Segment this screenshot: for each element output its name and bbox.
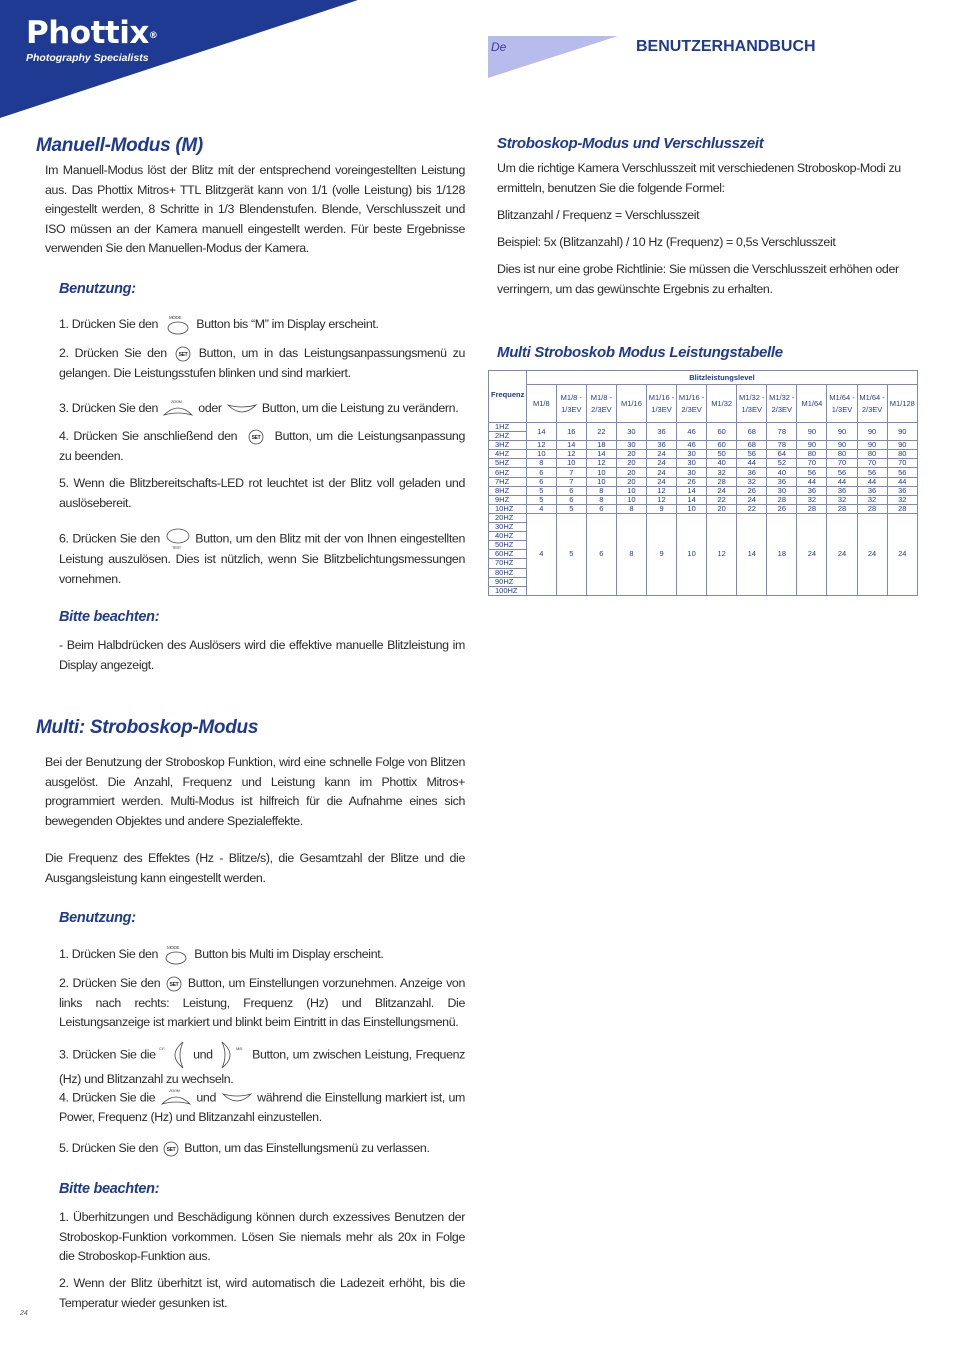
table-value-cell: 8 xyxy=(616,513,646,595)
table-frequency-cell: 80HZ xyxy=(489,568,527,577)
table-row xyxy=(489,495,918,504)
manual-step-3 xyxy=(59,396,469,420)
table-value-cell: 28 xyxy=(797,504,827,513)
table-value-cell: 24 xyxy=(707,486,737,495)
table-value-cell: 16 xyxy=(556,423,586,441)
table-value-cell: 12 xyxy=(646,495,676,504)
manual-step-1-text-b: Button bis “M” im Display erscheint. xyxy=(196,317,379,331)
table-frequency-cell: 10HZ xyxy=(489,504,527,513)
table-row xyxy=(489,459,918,468)
table-value-cell: 28 xyxy=(857,504,887,513)
multi-usage-title: Benutzung: xyxy=(59,910,136,926)
table-value-cell: 90 xyxy=(857,423,887,441)
table-value-cell: 32 xyxy=(857,495,887,504)
table-frequency-cell: 90HZ xyxy=(489,577,527,586)
table-value-cell: 50 xyxy=(707,450,737,459)
page-number: 24 xyxy=(20,1310,28,1317)
table-value-cell: 5 xyxy=(556,513,586,595)
multi-step-3 xyxy=(59,1040,465,1090)
table-value-cell: 4 xyxy=(526,504,556,513)
table-value-cell: 12 xyxy=(556,450,586,459)
table-value-cell: 28 xyxy=(827,504,857,513)
table-value-cell: 30 xyxy=(767,486,797,495)
table-frequency-cell: 8HZ xyxy=(489,486,527,495)
table-column-header: M1/32 xyxy=(707,385,737,423)
multi-step-3-text-b: und xyxy=(193,1047,213,1062)
table-value-cell: 80 xyxy=(857,450,887,459)
set-button-icon xyxy=(164,976,184,992)
table-value-cell: 20 xyxy=(707,504,737,513)
table-value-cell: 70 xyxy=(827,459,857,468)
table-value-cell: 5 xyxy=(526,486,556,495)
table-power-level-header: Blitzleistungslevel xyxy=(526,371,917,385)
table-value-cell: 10 xyxy=(677,513,707,595)
table-value-cell: 28 xyxy=(707,477,737,486)
table-row xyxy=(489,423,918,432)
table-value-cell: 8 xyxy=(526,459,556,468)
table-value-cell: 90 xyxy=(797,423,827,441)
table-value-cell: 9 xyxy=(646,504,676,513)
table-column-header: M1/8 xyxy=(526,385,556,423)
manual-step-2 xyxy=(59,344,465,383)
table-frequency-cell: 7HZ xyxy=(489,477,527,486)
master-slave-button-label: M/S xyxy=(236,1046,243,1051)
table-value-cell: 8 xyxy=(586,486,616,495)
table-header-row xyxy=(489,371,918,385)
table-frequency-cell: 4HZ xyxy=(489,450,527,459)
table-value-cell: 44 xyxy=(797,477,827,486)
mode-button-label: MODE xyxy=(167,944,180,950)
table-value-cell: 24 xyxy=(646,468,676,477)
table-value-cell: 32 xyxy=(707,468,737,477)
zoom-down-button-icon xyxy=(220,1088,254,1108)
document-title: BENUTZERHANDBUCH xyxy=(636,38,816,55)
table-value-cell: 10 xyxy=(677,504,707,513)
table-value-cell: 44 xyxy=(887,477,917,486)
table-value-cell: 56 xyxy=(737,450,767,459)
strobe-shutter-title: Stroboskop-Modus und Verschlusszeit xyxy=(497,135,764,152)
multi-step-3-text-c: Button, um zwischen Leistung, Frequenz (Hz) und Blitzanzahl zu wechseln. xyxy=(59,1047,466,1086)
multi-step-5-text-b: Button, um das Einstellungsmenü zu verlassen. xyxy=(184,1141,430,1155)
manual-step-1-text-a: 1. Drücken Sie den xyxy=(59,317,159,331)
manual-step-6 xyxy=(59,528,465,589)
table-value-cell: 30 xyxy=(677,459,707,468)
multi-step-4 xyxy=(59,1088,465,1128)
table-value-cell: 18 xyxy=(586,441,616,450)
table-frequency-cell: 20HZ xyxy=(489,513,527,522)
table-value-cell: 5 xyxy=(556,504,586,513)
table-value-cell: 78 xyxy=(767,423,797,441)
multi-note-title: Bitte beachten: xyxy=(59,1181,160,1197)
table-value-cell: 5 xyxy=(526,495,556,504)
table-value-cell: 6 xyxy=(526,468,556,477)
table-value-cell: 10 xyxy=(616,495,646,504)
set-button-label: SET xyxy=(251,434,261,441)
manual-mode-title: Manuell-Modus (M) xyxy=(36,135,203,156)
manual-usage-title: Benutzung: xyxy=(59,281,136,297)
table-value-cell: 26 xyxy=(767,504,797,513)
table-value-cell: 6 xyxy=(556,495,586,504)
brand-tagline: Photography Specialists xyxy=(26,52,149,64)
table-frequency-cell: 30HZ xyxy=(489,523,527,532)
table-value-cell: 14 xyxy=(526,423,556,441)
brand-registered-mark: ® xyxy=(148,31,158,41)
zoom-up-button-icon xyxy=(161,399,195,419)
manual-step-1 xyxy=(59,311,465,337)
table-value-cell: 14 xyxy=(677,486,707,495)
table-column-header: M1/8 - 2/3EV xyxy=(586,385,616,423)
table-value-cell: 36 xyxy=(737,468,767,477)
table-value-cell: 46 xyxy=(677,423,707,441)
multi-step-4-text-c: während die Einstellung markiert ist, um Power, Frequenz (Hz) und Blitzanzahl einzustellen. xyxy=(59,1090,466,1124)
mode-button-icon xyxy=(161,314,193,336)
table-row xyxy=(489,513,918,522)
mode-button-icon xyxy=(161,944,191,966)
set-button-icon xyxy=(173,346,193,362)
table-value-cell: 26 xyxy=(677,477,707,486)
table-value-cell: 20 xyxy=(616,459,646,468)
table-value-cell: 90 xyxy=(887,441,917,450)
language-label: De xyxy=(491,40,507,54)
table-value-cell: 56 xyxy=(827,468,857,477)
table-value-cell: 28 xyxy=(767,495,797,504)
manual-step-6-text-b: Button, um den Blitz mit der von Ihnen eingestellten Leistung auszulösen. Dies ist nützlich, wenn Sie Blitzbelichtungsmessungen vornehmen. xyxy=(59,531,465,586)
table-row xyxy=(489,450,918,459)
multi-step-2-text-b: Button, um Einstellungen vorzunehmen. Anzeige von links nach rechts: Leistung, Frequenz (Hz) und Blitzanzahl. Die Leistungsanzeige ist markiert und blinkt beim Eintritt in das Einstellungsmenü. xyxy=(59,976,465,1029)
table-frequency-cell: 5HZ xyxy=(489,459,527,468)
table-frequency-cell: 50HZ xyxy=(489,541,527,550)
table-frequency-cell: 40HZ xyxy=(489,532,527,541)
multi-step-1 xyxy=(59,942,465,966)
table-value-cell: 40 xyxy=(707,459,737,468)
table-value-cell: 90 xyxy=(857,441,887,450)
set-button-label: SET xyxy=(166,1146,176,1153)
table-value-cell: 44 xyxy=(737,459,767,468)
table-frequency-cell: 9HZ xyxy=(489,495,527,504)
table-value-cell: 44 xyxy=(827,477,857,486)
table-frequency-cell: 6HZ xyxy=(489,468,527,477)
brand-logo xyxy=(26,16,157,64)
table-column-header: M1/16 - 1/3EV xyxy=(646,385,676,423)
table-value-cell: 46 xyxy=(677,441,707,450)
table-value-cell: 10 xyxy=(556,459,586,468)
table-value-cell: 36 xyxy=(797,486,827,495)
table-value-cell: 30 xyxy=(677,450,707,459)
table-value-cell: 20 xyxy=(616,468,646,477)
table-value-cell: 36 xyxy=(646,441,676,450)
table-value-cell: 30 xyxy=(616,441,646,450)
table-value-cell: 6 xyxy=(526,477,556,486)
table-row xyxy=(489,504,918,513)
manual-step-2-text-b: Button, um in das Leistungsanpassungsmenü zu gelangen. Die Leistungsstufen blinken und sind markiert. xyxy=(59,346,466,380)
manual-note: - Beim Halbdrücken des Auslösers wird die effektive manuelle Blitzleistung im Display angezeigt. xyxy=(59,638,465,672)
table-value-cell: 70 xyxy=(887,459,917,468)
table-column-header: M1/64 xyxy=(797,385,827,423)
zoom-down-button-icon xyxy=(225,399,259,419)
table-value-cell: 12 xyxy=(586,459,616,468)
table-value-cell: 56 xyxy=(857,468,887,477)
table-value-cell: 24 xyxy=(646,477,676,486)
manual-step-6-text-a: 6. Drücken Sie den xyxy=(59,531,160,546)
table-frequency-cell: 60HZ xyxy=(489,550,527,559)
table-value-cell: 36 xyxy=(887,486,917,495)
table-value-cell: 32 xyxy=(797,495,827,504)
table-value-cell: 36 xyxy=(767,477,797,486)
table-value-cell: 12 xyxy=(526,441,556,450)
table-value-cell: 24 xyxy=(887,513,917,595)
table-value-cell: 40 xyxy=(767,468,797,477)
table-value-cell: 68 xyxy=(737,441,767,450)
table-value-cell: 12 xyxy=(707,513,737,595)
table-value-cell: 70 xyxy=(797,459,827,468)
table-value-cell: 24 xyxy=(737,495,767,504)
multi-step-3-text-a: 3. Drücken Sie die xyxy=(59,1047,156,1062)
table-value-cell: 24 xyxy=(857,513,887,595)
table-value-cell: 14 xyxy=(586,450,616,459)
table-column-header-row xyxy=(489,385,918,423)
table-value-cell: 7 xyxy=(556,468,586,477)
table-frequency-cell: 1HZ xyxy=(489,423,527,432)
multi-mode-title: Multi: Stroboskop-Modus xyxy=(36,717,259,738)
multi-intro: Bei der Benutzung der Stroboskop Funktion, wird eine schnelle Folge von Blitzen ausgelöst. Die Anzahl, Frequenz und Leistung kann im Phottix Mitros+ programmiert werden. Multi-Modus ist hilfreich für die Aufnahme eines sich bewegenden Objektes und andere Spezialeffekte. xyxy=(45,755,465,828)
table-row xyxy=(489,486,918,495)
test-button-icon xyxy=(164,528,192,550)
table-value-cell: 26 xyxy=(737,486,767,495)
strobe-formula-intro: Um die richtige Kamera Verschlusszeit mit verschiedenen Stroboskop-Modi zu ermitteln, benutzen Sie die folgende Formel: xyxy=(497,161,901,195)
zoom-up-button-label: ZOOM xyxy=(171,398,182,404)
table-value-cell: 30 xyxy=(677,468,707,477)
table-frequency-cell: 2HZ xyxy=(489,432,527,441)
table-value-cell: 22 xyxy=(586,423,616,441)
table-row xyxy=(489,441,918,450)
manual-note-title: Bitte beachten: xyxy=(59,609,160,625)
set-button-icon xyxy=(242,429,270,445)
table-value-cell: 90 xyxy=(827,441,857,450)
multi-step-1-text-b: Button bis Multi im Display erscheint. xyxy=(194,947,384,961)
manual-step-4-text-a: 4. Drücken Sie anschließend den xyxy=(59,429,238,443)
table-value-cell: 8 xyxy=(586,495,616,504)
table-value-cell: 10 xyxy=(586,477,616,486)
table-value-cell: 56 xyxy=(797,468,827,477)
table-frequency-cell: 100HZ xyxy=(489,586,527,595)
table-row xyxy=(489,477,918,486)
table-value-cell: 14 xyxy=(677,495,707,504)
table-value-cell: 22 xyxy=(737,504,767,513)
table-value-cell: 32 xyxy=(827,495,857,504)
table-column-header: M1/8 - 1/3EV xyxy=(556,385,586,423)
multi-settings: Die Frequenz des Effektes (Hz - Blitze/s), die Gesamtzahl der Blitze und die Ausgangsleistung kann eingestellt werden. xyxy=(45,851,465,885)
table-value-cell: 9 xyxy=(646,513,676,595)
table-value-cell: 80 xyxy=(797,450,827,459)
table-value-cell: 80 xyxy=(887,450,917,459)
multi-step-2-text-a: 2. Drücken Sie den xyxy=(59,976,161,990)
table-column-header: M1/16 - 2/3EV xyxy=(677,385,707,423)
table-value-cell: 24 xyxy=(646,459,676,468)
strobe-guideline: Dies ist nur eine grobe Richtlinie: Sie müssen die Verschlusszeit erhöhen oder verringern, um das gewünschte Ergebnis zu erhalten. xyxy=(497,262,899,296)
mode-button-label: MODE xyxy=(169,314,182,320)
table-value-cell: 8 xyxy=(616,504,646,513)
manual-step-4-text-b: Button, um die Leistungsanpassung zu beenden. xyxy=(59,429,466,463)
table-value-cell: 90 xyxy=(797,441,827,450)
multi-note-2: 2. Wenn der Blitz überhitzt ist, wird automatisch die Ladezeit erhöht, bis die Temperatur wieder gesunken ist. xyxy=(59,1276,465,1310)
table-value-cell: 60 xyxy=(707,441,737,450)
table-value-cell: 52 xyxy=(767,459,797,468)
strobe-example: Beispiel: 5x (Blitzanzahl) / 10 Hz (Frequenz) = 0,5s Verschlusszeit xyxy=(497,235,836,249)
manual-step-3-text-a: 3. Drücken Sie den xyxy=(59,401,159,415)
zoom-up-button-label: ZOOM xyxy=(168,1088,180,1093)
strobe-formula: Blitzanzahl / Frequenz = Verschlusszeit xyxy=(497,208,700,222)
manual-step-3-text-b: oder xyxy=(198,401,222,415)
table-value-cell: 30 xyxy=(616,423,646,441)
table-row xyxy=(489,468,918,477)
test-button-label: TEST xyxy=(171,545,181,550)
table-value-cell: 24 xyxy=(797,513,827,595)
table-value-cell: 80 xyxy=(827,450,857,459)
table-value-cell: 64 xyxy=(767,450,797,459)
multi-power-table xyxy=(488,370,918,596)
table-value-cell: 6 xyxy=(586,513,616,595)
table-value-cell: 20 xyxy=(616,450,646,459)
table-value-cell: 10 xyxy=(586,468,616,477)
manual-step-2-text-a: 2. Drücken Sie den xyxy=(59,346,167,360)
channel-left-button-icon xyxy=(159,1040,189,1070)
manual-step-4 xyxy=(59,427,465,466)
table-column-header: M1/32 - 1/3EV xyxy=(737,385,767,423)
table-value-cell: 68 xyxy=(737,423,767,441)
table-value-cell: 32 xyxy=(887,495,917,504)
table-value-cell: 28 xyxy=(887,504,917,513)
set-button-icon xyxy=(161,1141,181,1157)
table-value-cell: 56 xyxy=(887,468,917,477)
table-value-cell: 60 xyxy=(707,423,737,441)
table-value-cell: 14 xyxy=(737,513,767,595)
table-value-cell: 6 xyxy=(556,486,586,495)
multi-step-5-text-a: 5. Drücken Sie den xyxy=(59,1141,159,1155)
table-frequency-header: Frequenz xyxy=(489,371,527,423)
table-value-cell: 24 xyxy=(827,513,857,595)
table-value-cell: 14 xyxy=(556,441,586,450)
table-value-cell: 22 xyxy=(707,495,737,504)
table-value-cell: 12 xyxy=(646,486,676,495)
multi-step-4-text-b: und xyxy=(196,1090,217,1105)
table-value-cell: 70 xyxy=(857,459,887,468)
manual-step-3-text-c: Button, um die Leistung zu verändern. xyxy=(261,401,459,415)
table-value-cell: 32 xyxy=(737,477,767,486)
zoom-up-button-icon xyxy=(159,1088,193,1108)
table-value-cell: 36 xyxy=(857,486,887,495)
table-value-cell: 10 xyxy=(616,486,646,495)
table-value-cell: 36 xyxy=(827,486,857,495)
channel-right-button-icon xyxy=(216,1040,248,1070)
power-table-title: Multi Stroboskob Modus Leistungstabelle xyxy=(497,344,783,361)
table-frequency-cell: 3HZ xyxy=(489,441,527,450)
multi-step-1-text-a: 1. Drücken Sie den xyxy=(59,947,159,961)
table-value-cell: 7 xyxy=(556,477,586,486)
table-column-header: M1/32 - 2/3EV xyxy=(767,385,797,423)
table-value-cell: 90 xyxy=(827,423,857,441)
table-value-cell: 18 xyxy=(767,513,797,595)
table-column-header: M1/64 - 2/3EV xyxy=(857,385,887,423)
multi-note-1: 1. Überhitzungen und Beschädigung können durch exzessives Benutzen der Stroboskop-Funktion vorkommen. Lösen Sie niemals mehr als 20x in Folge die Stroboskop-Funktion aus. xyxy=(59,1210,465,1263)
table-value-cell: 20 xyxy=(616,477,646,486)
table-value-cell: 90 xyxy=(887,423,917,441)
multi-step-4-text-a: 4. Drücken Sie die xyxy=(59,1090,156,1105)
channel-button-label: C.F. xyxy=(159,1046,166,1051)
table-value-cell: 44 xyxy=(857,477,887,486)
table-value-cell: 36 xyxy=(646,423,676,441)
brand-name: Phottix xyxy=(26,15,149,51)
table-column-header: M1/64 - 1/3EV xyxy=(827,385,857,423)
multi-step-5 xyxy=(59,1136,465,1160)
table-column-header: M1/16 xyxy=(616,385,646,423)
table-value-cell: 10 xyxy=(526,450,556,459)
table-frequency-cell: 70HZ xyxy=(489,559,527,568)
table-value-cell: 4 xyxy=(526,513,556,595)
table-value-cell: 24 xyxy=(646,450,676,459)
manual-step-5: 5. Wenn die Blitzbereitschafts-LED rot leuchtet ist der Blitz voll geladen und auslösebereit. xyxy=(59,476,465,510)
table-value-cell: 6 xyxy=(586,504,616,513)
manual-intro: Im Manuell-Modus löst der Blitz mit der entsprechend voreingestellten Leistung aus. Das Phottix Mitros+ TTL Blitzgerät kann von 1/1 (volle Leistung) bis 1/128 eingestellt werden, 8 Schritte in 1/3 Blendenstufen. Blende, Verschlusszeit und ISO müssen an der Kamera manuell eingestellt werden. Für beste Ergebnisse verwenden Sie den Manuellen-Modus der Kamera. xyxy=(45,163,465,255)
table-column-header: M1/128 xyxy=(887,385,917,423)
set-button-label: SET xyxy=(169,981,179,988)
table-value-cell: 78 xyxy=(767,441,797,450)
set-button-label: SET xyxy=(178,351,188,358)
multi-step-2 xyxy=(59,974,465,1033)
